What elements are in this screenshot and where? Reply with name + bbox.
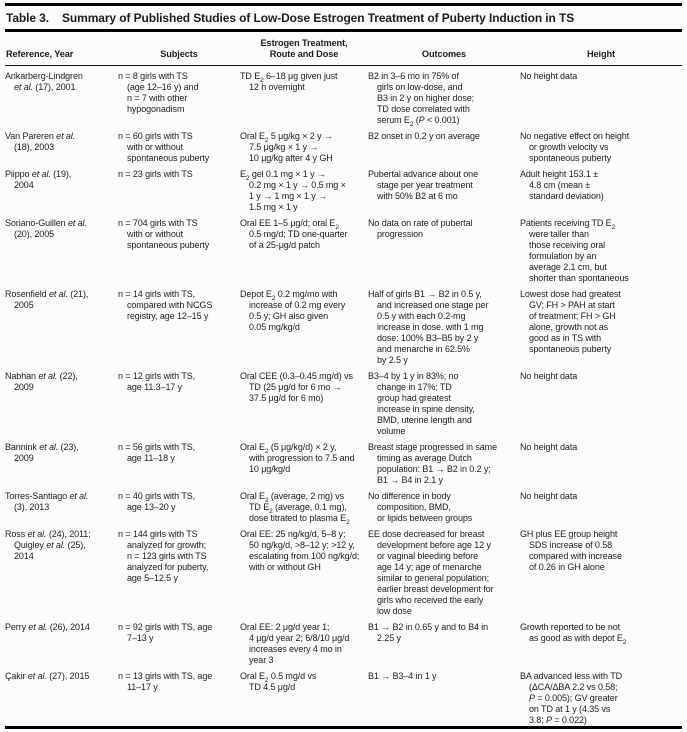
cell-text-subjects: n = 60 girls with TS with or without spontaneous puberty	[118, 131, 210, 163]
cell-text-treatment: TD $E_2$ 6–18 μg given just 12 h overnight	[240, 71, 338, 92]
cell-subjects	[118, 213, 240, 284]
cell-reference	[5, 126, 118, 164]
cell-outcomes	[368, 164, 520, 213]
cell-text-reference: Nabhan et al. (22), 2009	[5, 371, 78, 392]
table-header	[5, 32, 682, 66]
cell-text-reference: Ross et al. (24), 2011; Quigley et al. (25), 2014	[5, 529, 91, 561]
cell-height	[520, 164, 682, 213]
cell-text-outcomes: B2 in 3–6 mo in 75% of girls on low-dose, and B3 in 2 y on higher dose; TD dose correlated with serum $E_2$ (P < 0.001)	[368, 71, 475, 128]
cell-outcomes	[368, 366, 520, 437]
cell-text-reference: Van Pareren et al. (18), 2003	[5, 131, 76, 152]
cell-text-height: No negative effect on height or growth velocity vs spontaneous puberty	[520, 131, 630, 163]
cell-text-height: Growth reported to be not as good as with depot $E_2$	[520, 622, 627, 646]
cell-reference	[5, 437, 118, 486]
cell-text-height: No height data	[520, 442, 578, 452]
col-header-reference: Reference, Year	[5, 32, 118, 66]
cell-height	[520, 213, 682, 284]
cell-treatment	[240, 66, 368, 127]
cell-outcomes	[368, 617, 520, 666]
cell-text-outcomes: EE dose decreased for breast development before age 12 y or vaginal bleeding before age 14 y; age of menarche similar to general population; earlier breast development for girls who received the early low dose	[368, 529, 494, 616]
cell-text-outcomes: Pubertal advance about one stage per year treatment with 50% B2 at 6 mo	[368, 169, 478, 201]
cell-text-treatment: Oral EE: 2 μg/d year 1; 4 μg/d year 2; 6/8/10 μg/d increases every 4 mo in year 3	[240, 622, 350, 665]
table-body	[5, 66, 682, 728]
cell-text-treatment: Oral $E_2$ (5 μg/kg/d) × 2 y, with progression to 7.5 and 10 μg/kg/d	[240, 442, 355, 474]
table-row	[5, 666, 682, 728]
cell-reference	[5, 366, 118, 437]
cell-text-outcomes: B1 → B3–4 in 1 y	[368, 671, 437, 681]
col-header-subjects: Subjects	[118, 32, 240, 66]
table-row	[5, 164, 682, 213]
cell-outcomes	[368, 284, 520, 366]
cell-treatment	[240, 126, 368, 164]
table-row	[5, 524, 682, 617]
cell-subjects	[118, 126, 240, 164]
cell-treatment	[240, 666, 368, 728]
cell-height	[520, 66, 682, 127]
table-caption	[5, 6, 682, 29]
cell-text-treatment: Oral $E_2$ 5 μg/kg × 2 y → 7.5 μg/kg × 1 y → 10 μg/kg after 4 y GH	[240, 131, 333, 163]
cell-text-outcomes: Half of girls B1 → B2 in 0.5 y, and increased one stage per 0.5 y with each 0.2-mg increase in dose. with 1 mg dose: 100% B3–B5 by 2 y and menarche in 62.5% by 2.5 y	[368, 289, 489, 365]
cell-reference	[5, 617, 118, 666]
cell-reference	[5, 213, 118, 284]
cell-reference	[5, 284, 118, 366]
cell-height	[520, 126, 682, 164]
cell-outcomes	[368, 66, 520, 127]
cell-text-outcomes: No difference in body composition, BMD, or lipids between groups	[368, 491, 473, 523]
cell-text-reference: Çakir et al. (27), 2015	[5, 671, 90, 681]
cell-text-height: No height data	[520, 371, 578, 381]
cell-subjects	[118, 284, 240, 366]
cell-text-treatment: $E_2$ gel 0.1 mg × 1 y → 0.2 mg × 1 y → 0.5 mg × 1 y → 1 mg × 1 y → 1.5 mg × 1 y	[240, 169, 346, 212]
cell-treatment	[240, 437, 368, 486]
cell-text-reference: Bannink et al. (23), 2009	[5, 442, 79, 463]
table-row	[5, 66, 682, 127]
cell-text-treatment: Oral $E_2$ (average, 2 mg) vs TD $E_2$ (average, 0.1 mg), dose titrated to plasma $E_2$	[240, 491, 350, 526]
cell-subjects	[118, 66, 240, 127]
table-row	[5, 366, 682, 437]
cell-text-treatment: Oral CEE (0.3–0.45 mg/d) vs TD (25 μg/d for 6 mo → 37.5 μg/d for 6 mo)	[240, 371, 353, 403]
cell-treatment	[240, 366, 368, 437]
table-row	[5, 284, 682, 366]
cell-text-height: BA advanced less with TD (ΔCA/ΔBA 2.2 vs 0.58; P = 0.005); GV greater on TD at 1 y (4.35 vs 3.8; P = 0.022)	[520, 671, 622, 725]
cell-treatment	[240, 617, 368, 666]
cell-text-subjects: n = 704 girls with TS with or without spontaneous puberty	[118, 218, 210, 250]
cell-text-treatment: Oral EE: 25 ng/kg/d, 5–8 y; 50 ng/kg/d, >8–12 y; >12 y, escalating from 100 ng/kg/d; with or without GH	[240, 529, 360, 572]
header-row	[5, 32, 682, 66]
cell-reference	[5, 164, 118, 213]
cell-text-treatment: Oral $E_2$ 0.5 mg/d vs TD 4.5 μg/d	[240, 671, 317, 692]
cell-text-subjects: n = 23 girls with TS	[118, 169, 193, 179]
cell-text-outcomes: Breast stage progressed in same timing as average Dutch population: B1 → B2 in 0.2 y; B1 → B4 in 2.1 y	[368, 442, 497, 485]
cell-text-subjects: n = 40 girls with TS, age 13–20 y	[118, 491, 196, 512]
table-row	[5, 486, 682, 524]
cell-height	[520, 617, 682, 666]
cell-text-treatment: Depot $E_2$ 0.2 mg/mo with increase of 0.2 mg every 0.5 y; GH also given 0.05 mg/kg/d	[240, 289, 346, 332]
cell-reference	[5, 486, 118, 524]
cell-text-subjects: n = 13 girls with TS, age 11–17 y	[118, 671, 213, 692]
table-row	[5, 437, 682, 486]
cell-text-height: GH plus EE group height SDS increase of 0.58 compared with increase of 0.26 in GH alone	[520, 529, 622, 572]
cell-subjects	[118, 486, 240, 524]
cell-reference	[5, 666, 118, 728]
cell-height	[520, 437, 682, 486]
cell-subjects	[118, 666, 240, 728]
cell-treatment	[240, 213, 368, 284]
cell-text-reference: Piippo et al. (19), 2004	[5, 169, 72, 190]
cell-text-height: Lowest dose had greatest GV; FH > PAH at start of treatment; FH > GH alone, growth not as good as in TS with spontaneous puberty	[520, 289, 621, 354]
cell-text-treatment: Oral EE 1–5 μg/d; oral $E_2$ 0.5 mg/d; TD one-quarter of a 25-μg/d patch	[240, 218, 348, 250]
cell-reference	[5, 524, 118, 617]
table-title: Summary of Published Studies of Low-Dose Estrogen Treatment of Puberty Induction in TS	[62, 11, 575, 25]
cell-treatment	[240, 284, 368, 366]
table-number: Table 3.	[6, 11, 49, 25]
cell-text-outcomes: No data on rate of pubertal progression	[368, 218, 473, 239]
col-header-treatment: Estrogen Treatment, Route and Dose	[240, 32, 368, 66]
table-row	[5, 213, 682, 284]
cell-text-reference: Torres-Santiago et al. (3), 2013	[5, 491, 89, 512]
cell-text-height: Adult height 153.1 ± 4.8 cm (mean ± standard deviation)	[520, 169, 604, 201]
cell-outcomes	[368, 486, 520, 524]
cell-treatment	[240, 164, 368, 213]
table-row	[5, 126, 682, 164]
table-row	[5, 617, 682, 666]
col-header-outcomes: Outcomes	[368, 32, 520, 66]
cell-outcomes	[368, 126, 520, 164]
cell-height	[520, 524, 682, 617]
cell-text-height: No height data	[520, 491, 578, 501]
cell-text-subjects: n = 12 girls with TS, age 11.3–17 y	[118, 371, 196, 392]
cell-text-outcomes: B3–4 by 1 y in 83%; no change in 17%; TD group had greatest increase in spine density, BMD, uterine length and volume	[368, 371, 475, 436]
cell-subjects	[118, 437, 240, 486]
cell-height	[520, 284, 682, 366]
cell-text-reference: Perry et al. (26), 2014	[5, 622, 90, 632]
cell-text-subjects: n = 92 girls with TS, age 7–13 y	[118, 622, 213, 643]
cell-outcomes	[368, 666, 520, 728]
cell-treatment	[240, 486, 368, 524]
cell-subjects	[118, 366, 240, 437]
cell-outcomes	[368, 437, 520, 486]
cell-outcomes	[368, 213, 520, 284]
cell-text-height: Patients receiving TD $E_2$ were taller than those receiving oral formulation by an average 2.1 cm, but shorter than spontaneous	[520, 218, 629, 283]
cell-text-height: No height data	[520, 71, 578, 81]
cell-height	[520, 366, 682, 437]
cell-text-subjects: n = 8 girls with TS (age 12–16 y) and n = 7 with other hypogonadism	[118, 71, 199, 114]
cell-text-outcomes: B1 → B2 in 0.65 y and to B4 in 2.25 y	[368, 622, 489, 643]
cell-outcomes	[368, 524, 520, 617]
col-header-height: Height	[520, 32, 682, 66]
cell-text-reference: Rosenfield et al. (21), 2005	[5, 289, 89, 310]
cell-text-reference: Soriano-Guillen et al. (20), 2005	[5, 218, 87, 239]
cell-subjects	[118, 524, 240, 617]
cell-text-reference: Ankarberg-Lindgren et al. (17), 2001	[5, 71, 83, 92]
cell-height	[520, 486, 682, 524]
cell-text-outcomes: B2 onset in 0.2 y on average	[368, 131, 480, 141]
cell-reference	[5, 66, 118, 127]
cell-subjects	[118, 617, 240, 666]
cell-text-subjects: n = 56 girls with TS, age 11–18 y	[118, 442, 196, 463]
cell-height	[520, 666, 682, 728]
studies-table	[5, 32, 682, 729]
cell-subjects	[118, 164, 240, 213]
cell-treatment	[240, 524, 368, 617]
cell-text-subjects: n = 144 girls with TS analyzed for growth; n = 123 girls with TS analyzed for puberty, age 5–12.5 y	[118, 529, 209, 583]
cell-text-subjects: n = 14 girls with TS, compared with NCGS registry, age 12–15 y	[118, 289, 213, 321]
